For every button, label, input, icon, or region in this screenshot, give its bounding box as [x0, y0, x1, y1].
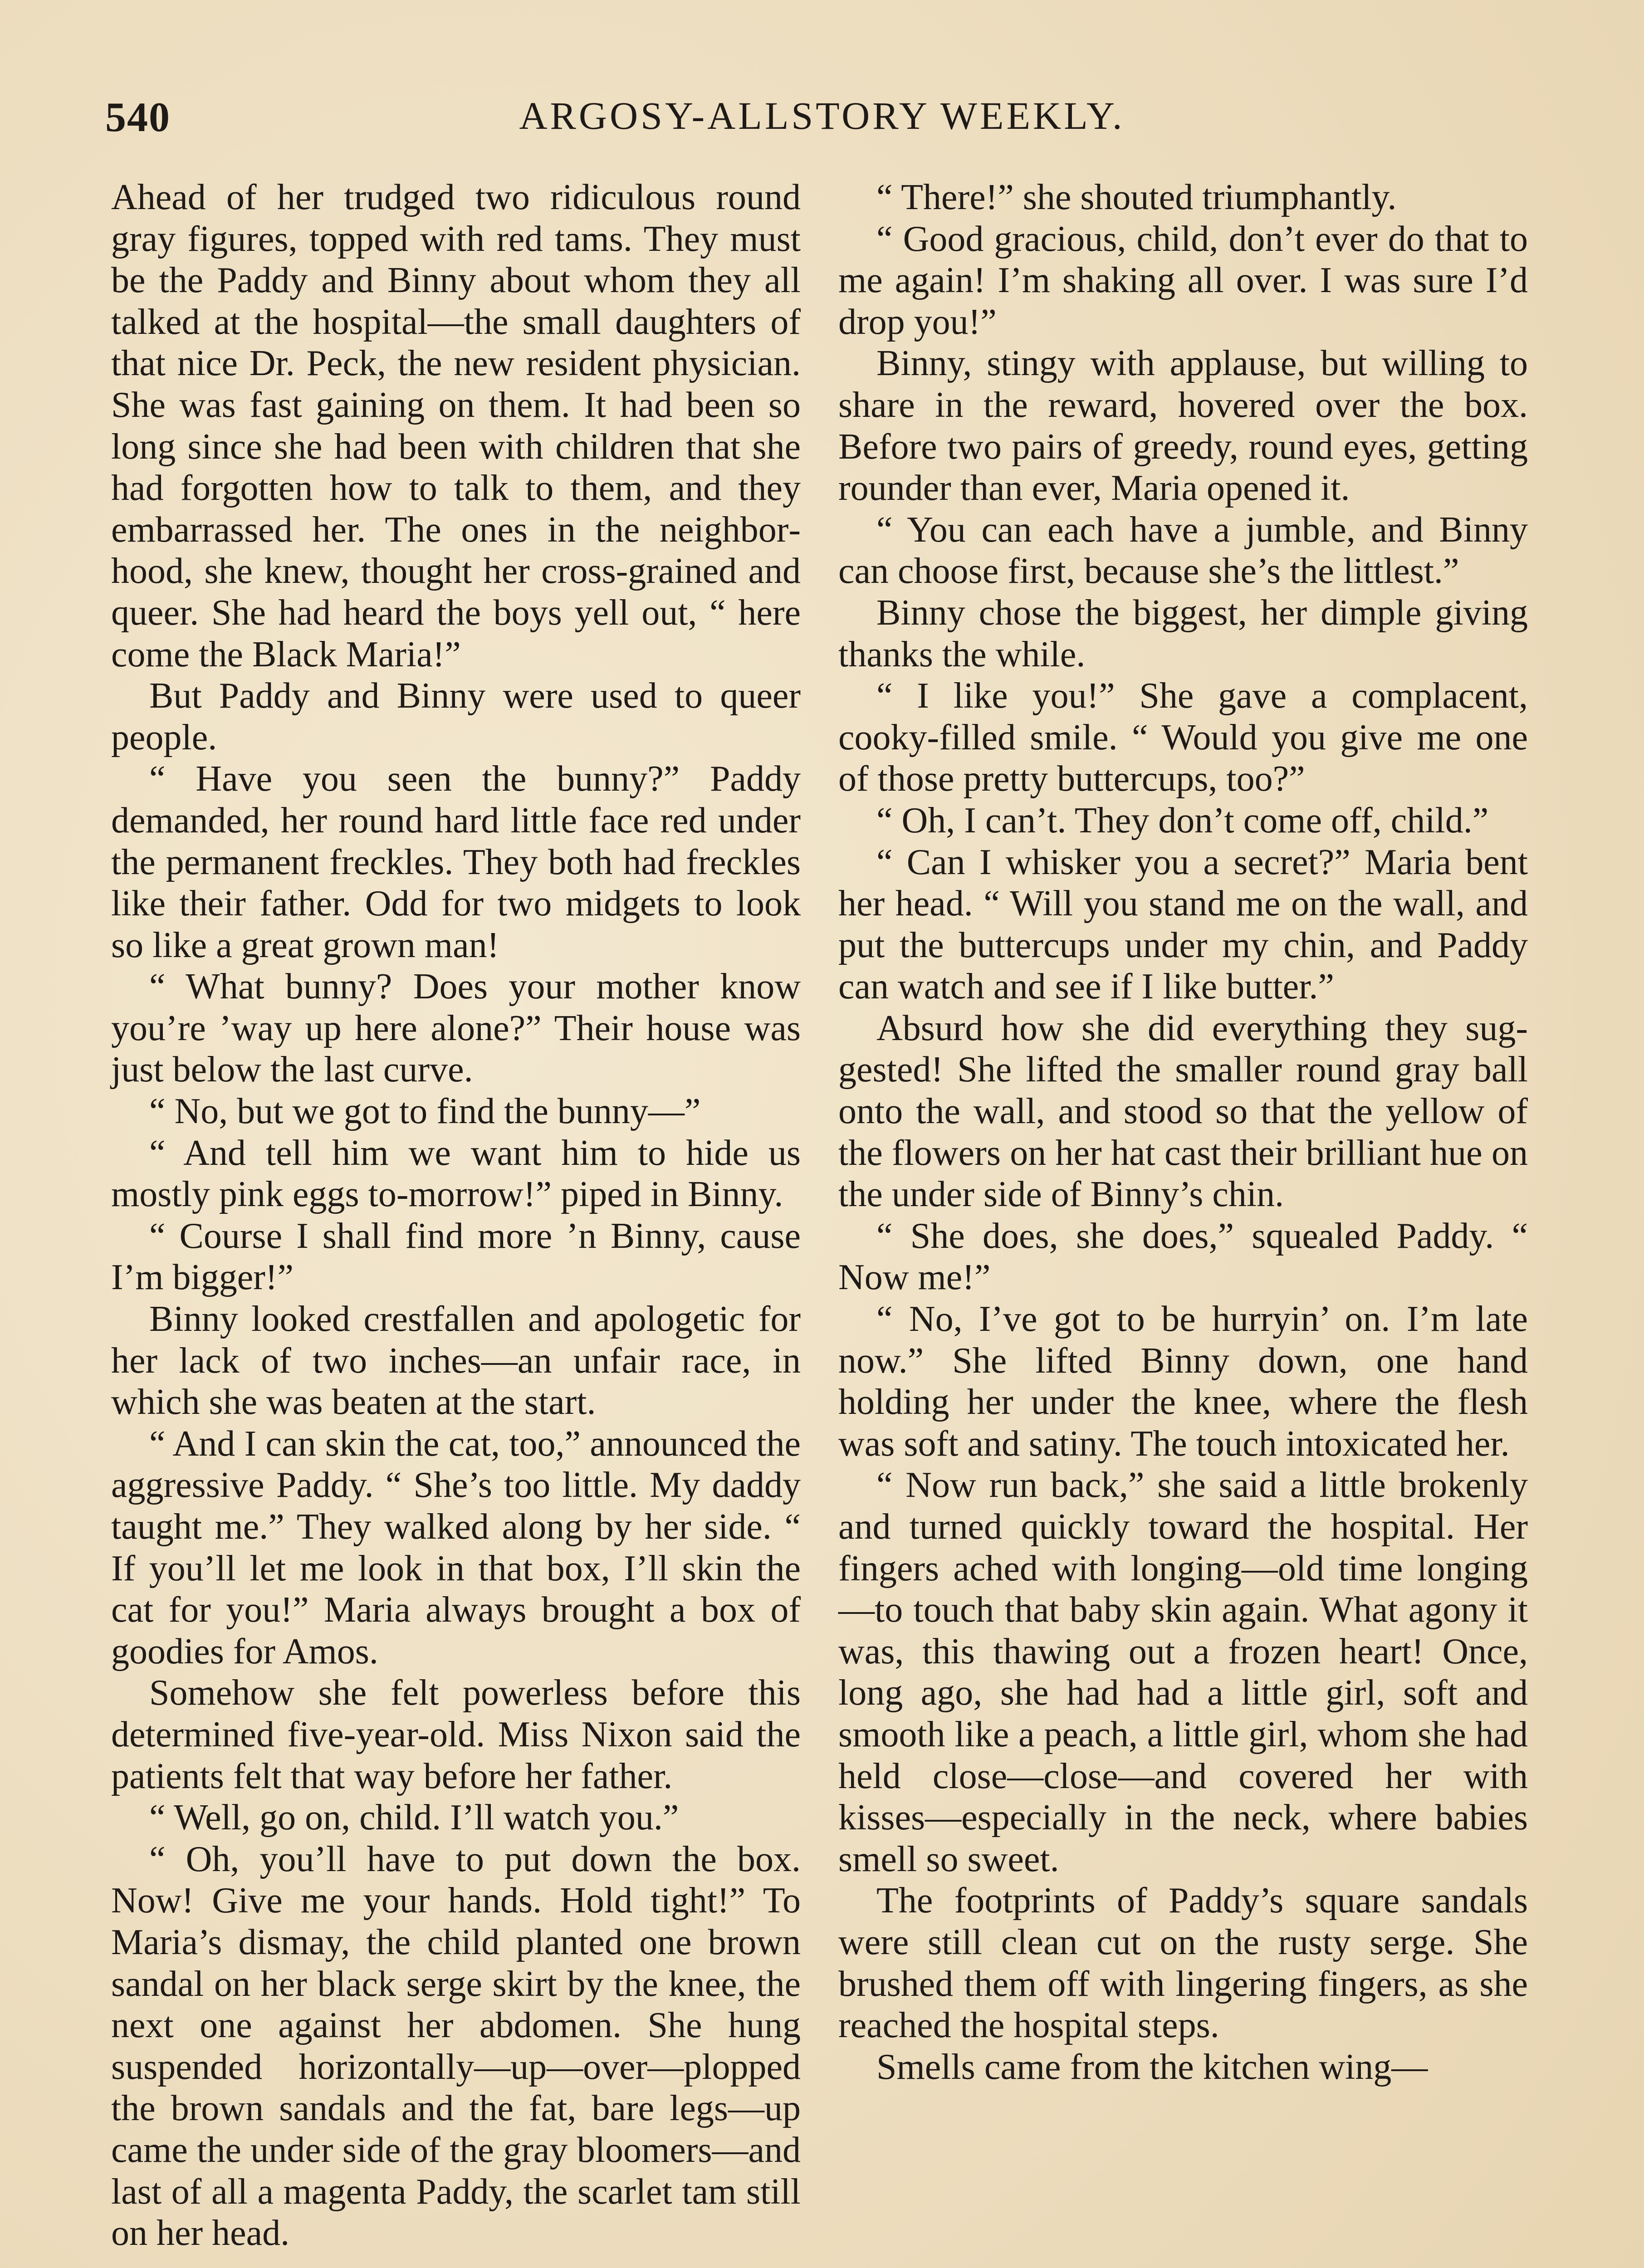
paragraph: “ I like you!” She gave a complacent, cooky-filled smile. “ Would you give me one of those pretty buttercups, too?” [838, 676, 1528, 799]
running-head: ARGOSY-ALLSTORY WEEKLY. [519, 94, 1125, 137]
page-number: 540 [105, 94, 171, 140]
paragraph: “ Good gracious, child, don’t ever do that to me again! I’m shaking all over. I was sure I’d drop you!” [838, 219, 1528, 342]
paragraph: “ You can each have a jumble, and Binny can choose first, because she’s the littlest.” [838, 509, 1528, 591]
right-column [838, 177, 1528, 2088]
left-column [111, 177, 801, 2254]
paragraph: “ And tell him we want him to hide us mostly pink eggs to-morrow!” piped in Binny. [111, 1133, 801, 1215]
paragraph: Ahead of her trudged two ridiculous round gray figures, topped with red tams. They must be the Paddy and Binny about whom they all talked at the hospital—the small daughters of that nice Dr. Peck, the new resident physician. She was fast gaining on them. It had been so long since she had been with children that she had forgotten how to talk to them, and they embarrassed her. The ones in the neighborhood, she knew, thought her cross-grained and queer. She had heard the boys yell out, “ here come the Black Maria!” [111, 177, 801, 675]
paragraph: But Paddy and Binny were used to queer people. [111, 676, 801, 758]
paragraph: Binny chose the biggest, her dimple giving thanks the while. [838, 592, 1528, 675]
paragraph: “ Have you seen the bunny?” Paddy demanded, her round hard little face red under the permanent freckles. They both had freckles like their father. Odd for two midgets to look so like a great grown man! [111, 759, 801, 965]
paragraph: “ Course I shall find more ’n Binny, cause I’m bigger!” [111, 1216, 801, 1298]
paragraph: “ What bunny? Does your mother know you’re ’way up here alone?” Their house was just below the last curve. [111, 967, 801, 1090]
paragraph: Binny, stingy with applause, but willing to share in the reward, hovered over the box. Before two pairs of greedy, round eyes, getting rounder than ever, Maria opened it. [838, 343, 1528, 508]
paragraph: “ Now run back,” she said a little brokenly and turned quickly toward the hospital. Her fingers ached with longing—old time longing—to touch that baby skin again. What agony it was, this thawing out a frozen heart! Once, long ago, she had had a little girl, soft and smooth like a peach, a little girl, whom she had held close—close—and covered her with kisses—especially in the neck, where babies smell so sweet. [838, 1465, 1528, 1879]
paragraph: “ And I can skin the cat, too,” announced the aggressive Paddy. “ She’s too little. My daddy taught me.” They walked along by her side. “ If you’ll let me look in that box, I’ll skin the cat for you!” Maria always brought a box of goodies for Amos. [111, 1423, 801, 1672]
paragraph: Somehow she felt powerless before this determined five-year-old. Miss Nixon said the patients felt that way before her father. [111, 1673, 801, 1796]
paragraph: “ She does, she does,” squealed Paddy. “ Now me!” [838, 1216, 1528, 1298]
paragraph: “ Oh, you’ll have to put down the box. Now! Give me your hands. Hold tight!” To Maria’s dismay, the child planted one brown sandal on her black serge skirt by the knee, the next one against her abdomen. She hung suspended horizontally—up—over—plopped the brown sandals and the fat, bare legs—up came the under side of the gray bloomers—and last of all a magenta Paddy, the scarlet tam still on her head. [111, 1839, 801, 2253]
paragraph: “ There!” she shouted triumphantly. [876, 177, 1397, 217]
paragraph: Absurd how she did everything they suggested! She lifted the smaller round gray ball onto the wall, and stood so that the yellow of the flowers on her hat cast their brilliant hue on the under side of Binny’s chin. [838, 1008, 1528, 1215]
paragraph: “ Can I whisker you a secret?” Maria bent her head. “ Will you stand me on the wall, and put the buttercups under my chin, and Paddy can watch and see if I like butter.” [838, 842, 1528, 1007]
paragraph: “ No, but we got to find the bunny—” [149, 1091, 701, 1132]
paragraph: “ Well, go on, child. I’ll watch you.” [149, 1798, 679, 1838]
paragraph: Binny looked crestfallen and apologetic for her lack of two inches—an unfair race, in which she was beaten at the start. [111, 1299, 801, 1422]
paragraph: “ Oh, I can’t. They don’t come off, child.” [876, 800, 1489, 841]
paragraph: Smells came from the kitchen wing— [876, 2047, 1428, 2087]
paragraph: The footprints of Paddy’s square sandals were still clean cut on the rusty serge. She brushed them off with lingering fingers, as she reached the hospital steps. [838, 1881, 1528, 2046]
paragraph: “ No, I’ve got to be hurryin’ on. I’m late now.” She lifted Binny down, one hand holding her under the knee, where the flesh was soft and satiny. The touch intoxicated her. [838, 1299, 1528, 1464]
